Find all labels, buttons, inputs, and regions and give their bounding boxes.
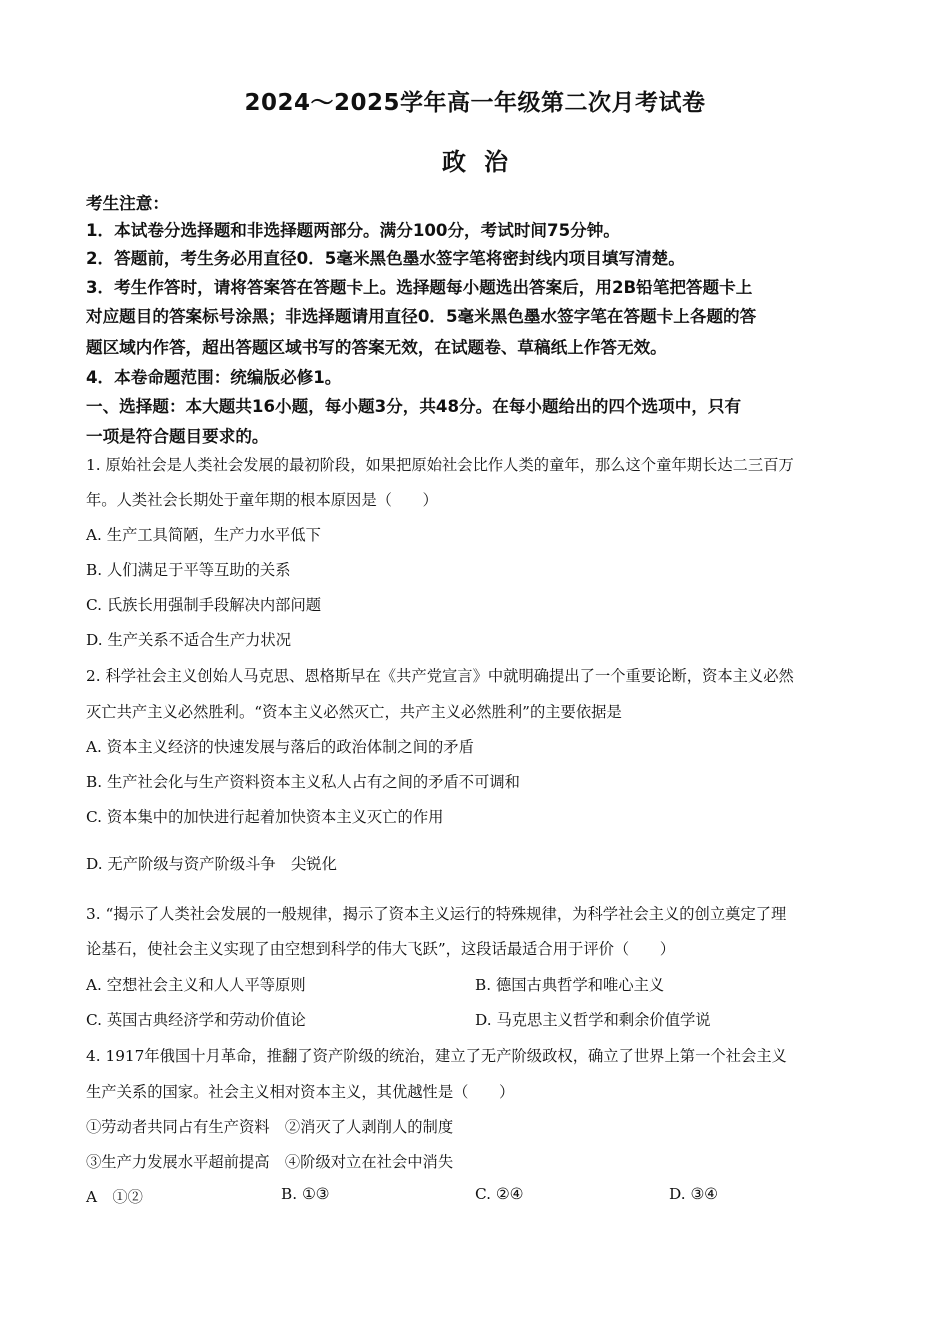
option-a: A. 空想社会主义和人人平等原则: [86, 976, 306, 994]
statement-line: ①劳动者共同占有生产资料 ②消灭了人剥削人的制度: [86, 1118, 454, 1136]
question-stem: 1. 原始社会是人类社会发展的最初阶段，如果把原始社会比作人类的童年，那么这个童年期长达二三百万: [86, 456, 794, 474]
option-a: A ①②: [86, 1188, 143, 1206]
notice-line: 题区域内作答，超出答题区域书写的答案无效，在试题卷、草稿纸上作答无效。: [86, 338, 667, 357]
option-d: D. 马克思主义哲学和剩余价值学说: [475, 1011, 711, 1029]
question-stem: 4. 1917年俄国十月革命，推翻了资产阶级的统治，建立了无产阶级政权，确立了世界上第一个社会主义: [86, 1047, 787, 1065]
option-a: A. 资本主义经济的快速发展与落后的政治体制之间的矛盾: [86, 738, 474, 756]
option-c: C. 氏族长用强制手段解决内部问题: [86, 596, 322, 614]
notice-heading: 考生注意：: [86, 194, 169, 213]
question-stem: 3. “揭示了人类社会发展的一般规律，揭示了资本主义运行的特殊规律，为科学社会主义的创立奠定了理: [86, 905, 787, 923]
section-heading: 一、选择题：本大题共16小题，每小题3分，共48分。在每小题给出的四个选项中，只有: [86, 397, 742, 416]
question-stem: 论基石，使社会主义实现了由空想到科学的伟大飞跃”，这段话最适合用于评价（ ）: [86, 940, 676, 958]
option-b: B. 人们满足于平等互助的关系: [86, 561, 291, 579]
question-stem: 灭亡共产主义必然胜利。“资本主义必然灭亡，共产主义必然胜利”的主要依据是: [86, 703, 622, 721]
option-b: B. 生产社会化与生产资料资本主义私人占有之间的矛盾不可调和: [86, 773, 520, 791]
subject-title: 政治: [442, 148, 526, 176]
option-b: B. 德国古典哲学和唯心主义: [475, 976, 665, 994]
notice-line: 3．考生作答时，请将答案答在答题卡上。选择题每小题选出答案后，用2B铅笔把答题卡上: [86, 278, 753, 297]
notice-line: 对应题目的答案标号涂黑；非选择题请用直径0．5毫米黑色墨水签字笔在答题卡上各题的答: [86, 307, 757, 326]
question-stem: 年。人类社会长期处于童年期的根本原因是（ ）: [86, 491, 438, 509]
notice-line: 1．本试卷分选择题和非选择题两部分。满分100分，考试时间75分钟。: [86, 221, 620, 240]
option-d: D. 生产关系不适合生产力状况: [86, 631, 292, 649]
section-heading: 一项是符合题目要求的。: [86, 427, 269, 446]
option-c: C. 英国古典经济学和劳动价值论: [86, 1011, 306, 1029]
notice-line: 4．本卷命题范围：统编版必修1。: [86, 368, 342, 387]
option-d: D. 无产阶级与资产阶级斗争 尖锐化: [86, 855, 337, 873]
option-b: B. ①③: [281, 1185, 330, 1203]
question-stem: 2. 科学社会主义创始人马克思、恩格斯早在《共产党宣言》中就明确提出了一个重要论断，资本主义必然: [86, 667, 794, 685]
question-stem: 生产关系的国家。社会主义相对资本主义，其优越性是（ ）: [86, 1083, 515, 1101]
option-d: D. ③④: [669, 1185, 718, 1203]
statement-line: ③生产力发展水平超前提高 ④阶级对立在社会中消失: [86, 1153, 454, 1171]
option-a: A. 生产工具简陋，生产力水平低下: [86, 526, 321, 544]
exam-title: 2024～2025学年高一年级第二次月考试卷: [244, 90, 706, 116]
option-c: C. ②④: [475, 1185, 524, 1203]
notice-line: 2．答题前，考生务必用直径0．5毫米黑色墨水签字笔将密封线内项目填写清楚。: [86, 249, 685, 268]
option-c: C. 资本集中的加快进行起着加快资本主义灭亡的作用: [86, 808, 444, 826]
